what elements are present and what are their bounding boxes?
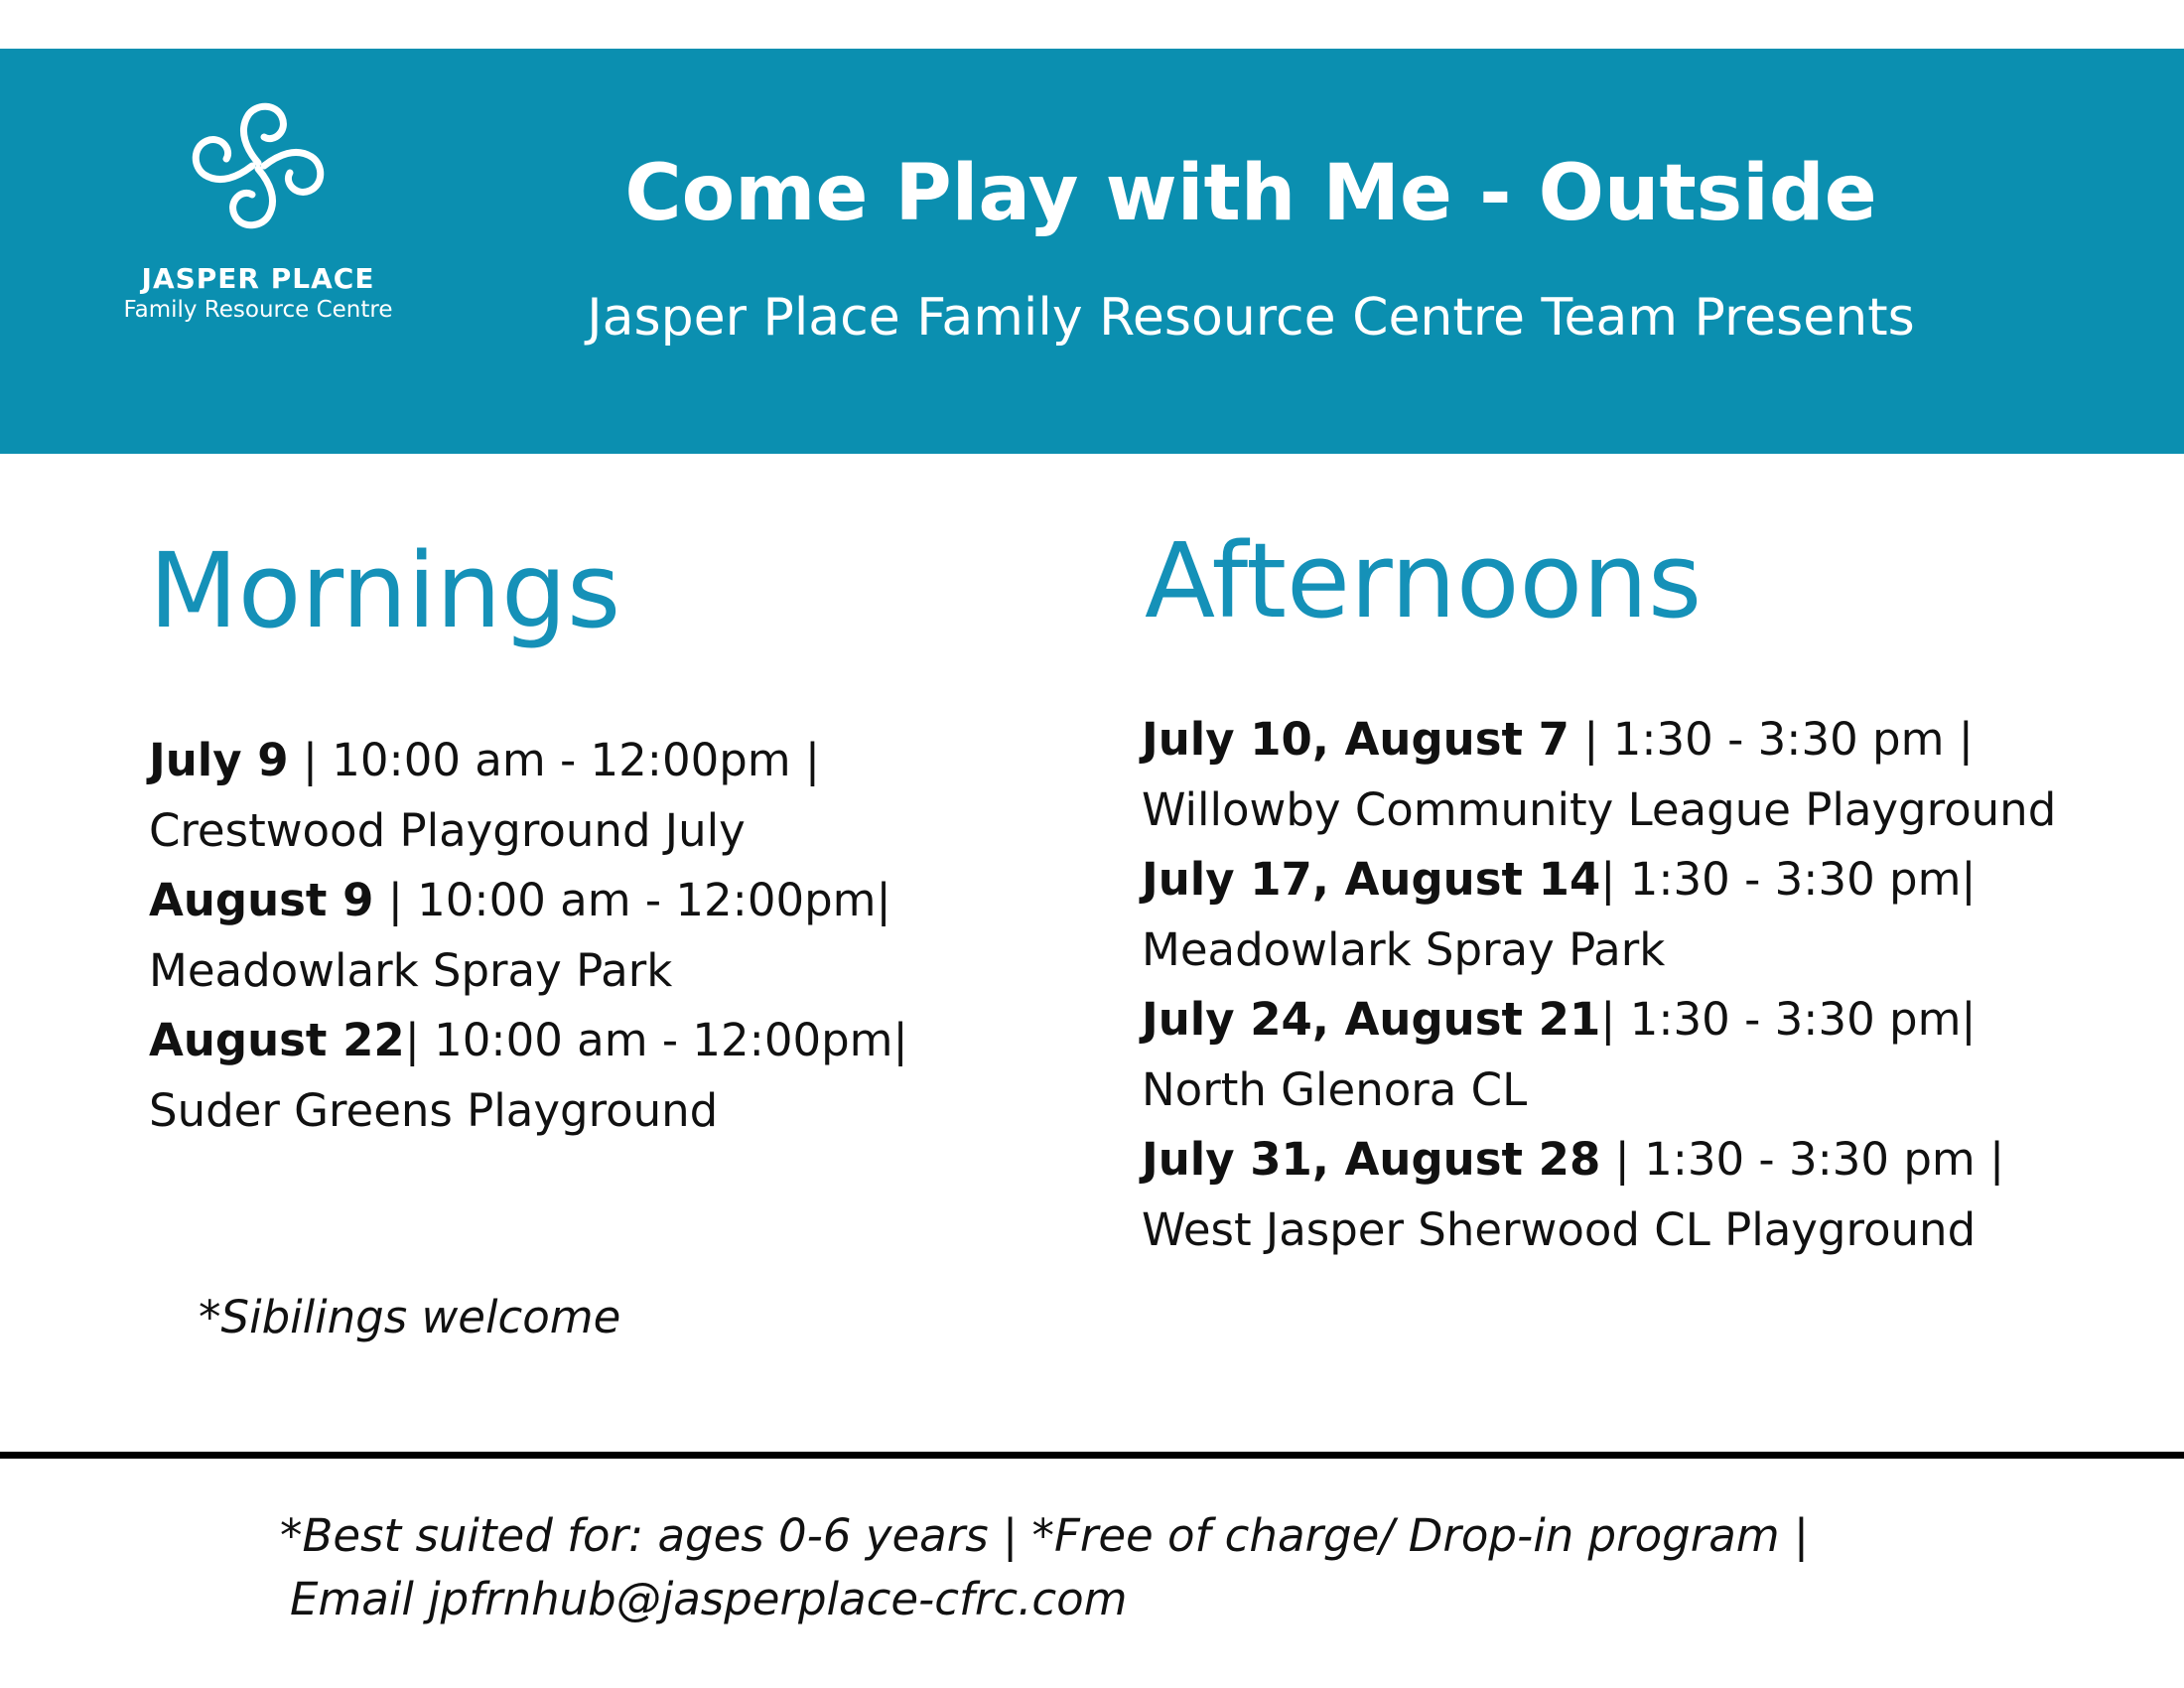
schedule-line bbox=[1142, 1196, 2056, 1266]
schedule-detail: | 1:30 - 3:30 pm | bbox=[1569, 713, 1974, 766]
footer-divider bbox=[0, 1452, 2184, 1459]
afternoons-schedule bbox=[1142, 705, 2056, 1265]
schedule-date: July 17, August 14 bbox=[1142, 853, 1601, 906]
schedule-line bbox=[1142, 775, 2056, 846]
schedule-detail: | 1:30 - 3:30 pm| bbox=[1600, 993, 1977, 1046]
schedule-detail: | 1:30 - 3:30 pm | bbox=[1600, 1133, 2005, 1186]
schedule-line bbox=[1142, 705, 2056, 775]
schedule-line bbox=[1142, 985, 2056, 1055]
schedule-line bbox=[1142, 1125, 2056, 1196]
page-title: Come Play with Me - Outside bbox=[624, 149, 1877, 238]
afternoons-heading: Afternoons bbox=[1145, 520, 1703, 641]
page-subtitle: Jasper Place Family Resource Centre Team Presents bbox=[587, 288, 1915, 348]
schedule-date: July 10, August 7 bbox=[1142, 713, 1570, 766]
schedule-detail: Suder Greens Playground bbox=[149, 1083, 719, 1137]
schedule-detail: | 10:00 am - 12:00pm| bbox=[404, 1014, 908, 1066]
knot-logo-icon bbox=[179, 91, 338, 240]
schedule-detail: Meadowlark Spray Park bbox=[149, 943, 673, 997]
mornings-heading: Mornings bbox=[149, 530, 621, 651]
schedule-date: July 24, August 21 bbox=[1142, 993, 1601, 1046]
footer-email: Email jpfrnhub@jasperplace-cfrc.com bbox=[290, 1573, 1128, 1625]
schedule-detail: Crestwood Playground July bbox=[149, 803, 746, 857]
siblings-note: *Sibilings welcome bbox=[199, 1291, 621, 1343]
schedule-line bbox=[149, 1076, 908, 1147]
schedule-detail: | 1:30 - 3:30 pm| bbox=[1600, 853, 1977, 906]
mornings-schedule bbox=[149, 726, 908, 1146]
schedule-detail: West Jasper Sherwood CL Playground bbox=[1142, 1202, 1977, 1256]
schedule-line bbox=[1142, 1055, 2056, 1126]
logo-subtitle: Family Resource Centre bbox=[123, 297, 393, 323]
logo-name: JASPER PLACE bbox=[141, 262, 375, 295]
schedule-line bbox=[1142, 845, 2056, 915]
schedule-detail: North Glenora CL bbox=[1142, 1062, 1528, 1116]
organization-logo bbox=[79, 91, 437, 379]
schedule-line bbox=[149, 936, 908, 1007]
schedule-line bbox=[149, 866, 908, 936]
schedule-detail: Willowby Community League Playground bbox=[1142, 782, 2057, 836]
schedule-date: July 31, August 28 bbox=[1142, 1133, 1601, 1186]
schedule-detail: | 10:00 am - 12:00pm | bbox=[288, 734, 821, 786]
schedule-line bbox=[1142, 915, 2056, 986]
footer-details: *Best suited for: ages 0-6 years | *Free of charge/ Drop-in program | bbox=[280, 1509, 1810, 1562]
schedule-line bbox=[149, 796, 908, 867]
schedule-date: July 9 bbox=[149, 734, 289, 786]
schedule-detail: | 10:00 am - 12:00pm| bbox=[373, 874, 891, 926]
schedule-line bbox=[149, 1006, 908, 1076]
schedule-line bbox=[149, 726, 908, 796]
schedule-date: August 9 bbox=[149, 874, 374, 926]
schedule-detail: Meadowlark Spray Park bbox=[1142, 922, 1666, 976]
footer-info bbox=[280, 1504, 1809, 1631]
schedule-date: August 22 bbox=[149, 1014, 405, 1066]
